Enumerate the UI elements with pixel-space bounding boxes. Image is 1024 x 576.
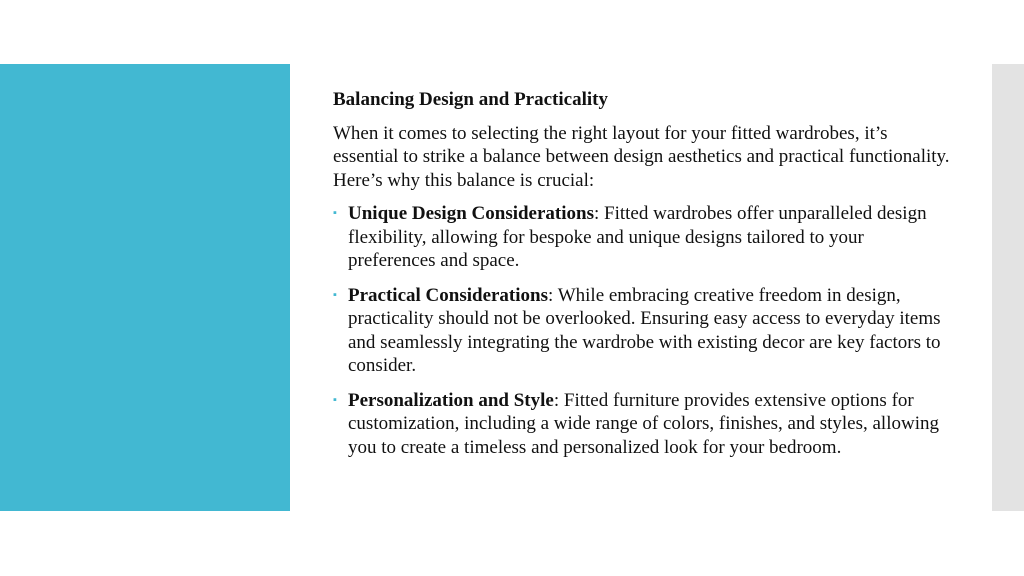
bullet-title: Personalization and Style	[348, 389, 554, 411]
bullet-text: : Fitted furniture provides extensive options for customization, including a wide range of colors, finishes, and styles, allowing you to create a timeless and personalized look for your bedroom.	[348, 389, 939, 458]
bullet-title: Unique Design Considerations	[348, 203, 594, 224]
bullet-text: : Fitted wardrobes offer unparalleled design flexibility, allowing for bespoke and unique designs tailored to your preferences and space.	[348, 203, 927, 271]
accent-block	[0, 64, 290, 511]
bullet-item-practical	[333, 284, 953, 378]
bullet-list	[333, 202, 953, 459]
bullet-title: Practical Considerations	[348, 284, 549, 306]
slide-intro: When it comes to selecting the right layout for your fitted wardrobes, it’s essential to strike a balance between design aesthetics and practical functionality. Here’s why this balance is crucial:	[333, 122, 950, 191]
bullet-item-personalization	[333, 389, 953, 460]
bullet-dot-icon: ▪	[333, 207, 337, 219]
bullet-text: : While embracing creative freedom in design, practicality should not be overlooked. Ensuring easy access to everyday items and seamlessly integrating the wardrobe with existing decor are key factors to consider.	[348, 284, 941, 376]
bullet-dot-icon: ▪	[333, 288, 337, 301]
side-scroll-bar	[992, 64, 1024, 511]
bullet-dot-icon: ▪	[333, 393, 337, 406]
slide-heading: Balancing Design and Practicality	[333, 89, 608, 110]
slide-content	[333, 88, 953, 470]
bullet-item-unique-design	[333, 202, 953, 273]
